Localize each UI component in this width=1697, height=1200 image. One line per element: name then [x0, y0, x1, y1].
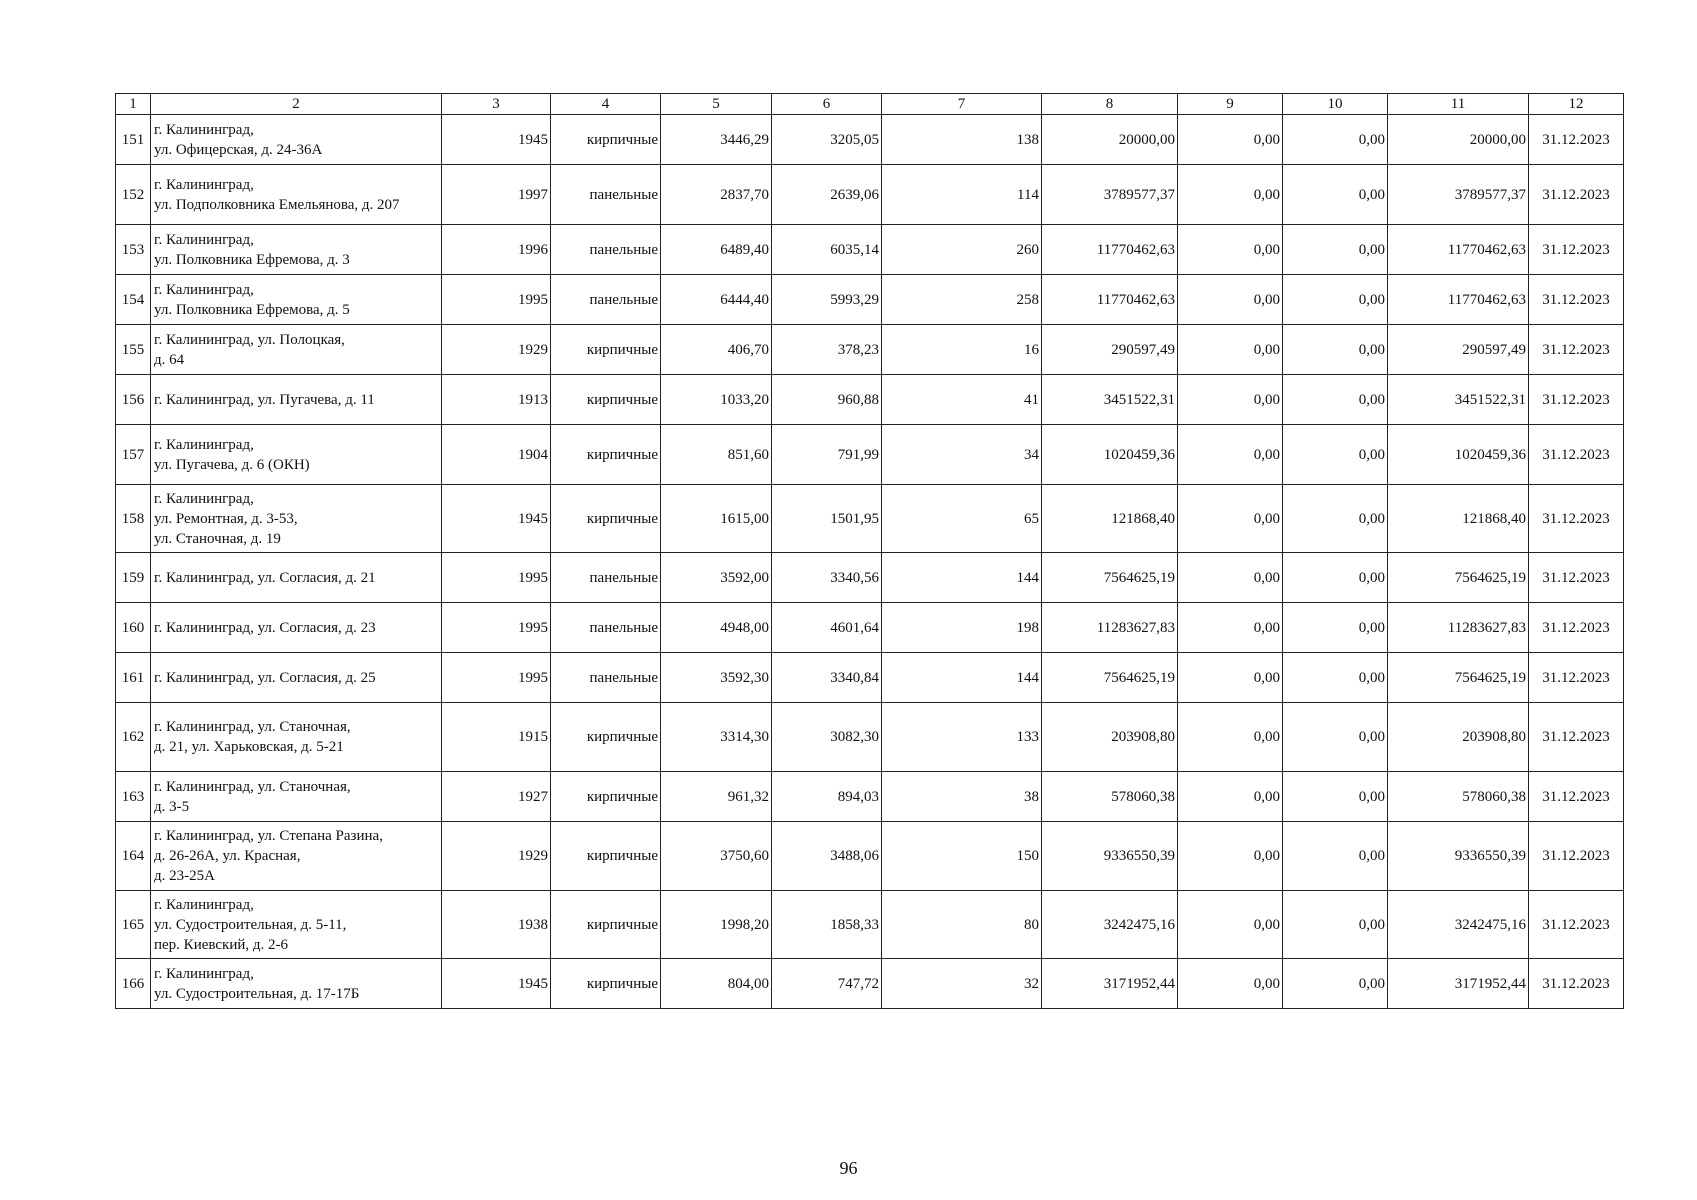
header-cell: 6	[772, 94, 882, 115]
cost-cell: 0,00	[1283, 822, 1388, 891]
living-area-cell: 2639,06	[772, 165, 882, 225]
cost-total-cell: 11283627,83	[1042, 603, 1178, 653]
residents-cell: 32	[882, 959, 1042, 1009]
cost-cell: 0,00	[1178, 485, 1283, 553]
cost-total-cell: 11770462,63	[1042, 225, 1178, 275]
living-area-cell: 960,88	[772, 375, 882, 425]
table-row	[116, 485, 1624, 553]
header-cell: 3	[442, 94, 551, 115]
living-area-cell: 3488,06	[772, 822, 882, 891]
cost-cell: 0,00	[1178, 603, 1283, 653]
living-area-cell: 378,23	[772, 325, 882, 375]
material-cell: кирпичные	[551, 485, 661, 553]
housing-table	[115, 93, 1624, 1009]
row-number-cell: 159	[116, 553, 151, 603]
cost-cell: 3789577,37	[1388, 165, 1529, 225]
cost-cell: 0,00	[1283, 553, 1388, 603]
residents-cell: 41	[882, 375, 1042, 425]
material-cell: панельные	[551, 553, 661, 603]
year-cell: 1996	[442, 225, 551, 275]
residents-cell: 133	[882, 703, 1042, 772]
row-number-cell: 166	[116, 959, 151, 1009]
address-line: г. Калининград, ул. Согласия, д. 23	[154, 619, 376, 636]
address-line: д. 64	[154, 351, 185, 368]
material-cell: кирпичные	[551, 325, 661, 375]
living-area-cell: 4601,64	[772, 603, 882, 653]
table-row	[116, 959, 1624, 1009]
cost-cell: 0,00	[1283, 225, 1388, 275]
deadline-cell: 31.12.2023	[1529, 703, 1624, 772]
row-number-cell: 152	[116, 165, 151, 225]
material-cell: панельные	[551, 225, 661, 275]
year-cell: 1929	[442, 325, 551, 375]
cost-cell: 0,00	[1283, 425, 1388, 485]
header-cell: 7	[882, 94, 1042, 115]
living-area-cell: 1858,33	[772, 891, 882, 959]
address-line: г. Калининград,	[154, 231, 254, 248]
year-cell: 1995	[442, 275, 551, 325]
table-row	[116, 891, 1624, 959]
header-cell: 8	[1042, 94, 1178, 115]
residents-cell: 138	[882, 115, 1042, 165]
deadline-cell: 31.12.2023	[1529, 115, 1624, 165]
deadline-cell: 31.12.2023	[1529, 325, 1624, 375]
row-number-cell: 164	[116, 822, 151, 891]
cost-total-cell: 3451522,31	[1042, 375, 1178, 425]
material-cell: кирпичные	[551, 772, 661, 822]
row-number-cell: 153	[116, 225, 151, 275]
header-cell: 11	[1388, 94, 1529, 115]
cost-cell: 0,00	[1283, 275, 1388, 325]
total-area-cell: 1998,20	[661, 891, 772, 959]
deadline-cell: 31.12.2023	[1529, 425, 1624, 485]
address-line: д. 3-5	[154, 798, 190, 815]
address-line: г. Калининград, ул. Станочная,	[154, 778, 351, 795]
table-row	[116, 703, 1624, 772]
deadline-cell: 31.12.2023	[1529, 653, 1624, 703]
table-row	[116, 225, 1624, 275]
address-cell	[151, 275, 442, 325]
address-line: д. 26-26А, ул. Красная,	[154, 848, 301, 864]
address-line: ул. Судостроительная, д. 5-11,	[154, 916, 347, 933]
address-line: г. Калининград,	[154, 965, 254, 982]
cost-cell: 0,00	[1178, 325, 1283, 375]
table-row	[116, 603, 1624, 653]
address-line: г. Калининград,	[154, 896, 254, 913]
deadline-cell: 31.12.2023	[1529, 822, 1624, 891]
address-line: г. Калининград,	[154, 436, 254, 453]
deadline-cell: 31.12.2023	[1529, 959, 1624, 1009]
cost-cell: 0,00	[1178, 553, 1283, 603]
cost-cell: 0,00	[1283, 485, 1388, 553]
material-cell: кирпичные	[551, 115, 661, 165]
living-area-cell: 3340,56	[772, 553, 882, 603]
cost-cell: 11283627,83	[1388, 603, 1529, 653]
address-line: ул. Подполковника Емельянова, д. 207	[154, 196, 400, 213]
cost-cell: 0,00	[1283, 772, 1388, 822]
address-line: г. Калининград, ул. Полоцкая,	[154, 331, 345, 348]
cost-cell: 0,00	[1283, 603, 1388, 653]
cost-cell: 3451522,31	[1388, 375, 1529, 425]
total-area-cell: 2837,70	[661, 165, 772, 225]
year-cell: 1997	[442, 165, 551, 225]
cost-cell: 0,00	[1178, 653, 1283, 703]
header-cell: 4	[551, 94, 661, 115]
cost-cell: 0,00	[1178, 703, 1283, 772]
cost-cell: 290597,49	[1388, 325, 1529, 375]
address-cell	[151, 425, 442, 485]
total-area-cell: 3314,30	[661, 703, 772, 772]
deadline-cell: 31.12.2023	[1529, 603, 1624, 653]
material-cell: кирпичные	[551, 375, 661, 425]
living-area-cell: 6035,14	[772, 225, 882, 275]
header-cell: 12	[1529, 94, 1624, 115]
year-cell: 1929	[442, 822, 551, 891]
row-number-cell: 151	[116, 115, 151, 165]
cost-total-cell: 7564625,19	[1042, 553, 1178, 603]
deadline-cell: 31.12.2023	[1529, 891, 1624, 959]
total-area-cell: 3592,30	[661, 653, 772, 703]
year-cell: 1945	[442, 115, 551, 165]
living-area-cell: 791,99	[772, 425, 882, 485]
deadline-cell: 31.12.2023	[1529, 375, 1624, 425]
address-line: ул. Судостроительная, д. 17-17Б	[154, 985, 360, 1002]
cost-cell: 0,00	[1178, 822, 1283, 891]
cost-cell: 11770462,63	[1388, 275, 1529, 325]
residents-cell: 114	[882, 165, 1042, 225]
address-line: ул. Полковника Ефремова, д. 5	[154, 301, 350, 318]
cost-total-cell: 1020459,36	[1042, 425, 1178, 485]
cost-total-cell: 3171952,44	[1042, 959, 1178, 1009]
row-number-cell: 157	[116, 425, 151, 485]
living-area-cell: 1501,95	[772, 485, 882, 553]
cost-cell: 3171952,44	[1388, 959, 1529, 1009]
living-area-cell: 747,72	[772, 959, 882, 1009]
cost-cell: 0,00	[1178, 275, 1283, 325]
living-area-cell: 894,03	[772, 772, 882, 822]
deadline-cell: 31.12.2023	[1529, 553, 1624, 603]
address-cell	[151, 375, 442, 425]
address-cell	[151, 325, 442, 375]
cost-cell: 9336550,39	[1388, 822, 1529, 891]
address-cell	[151, 822, 442, 891]
column-number-header	[116, 94, 1624, 115]
residents-cell: 150	[882, 822, 1042, 891]
address-cell	[151, 225, 442, 275]
cost-cell: 0,00	[1283, 653, 1388, 703]
row-number-cell: 160	[116, 603, 151, 653]
cost-cell: 0,00	[1283, 115, 1388, 165]
header-cell: 1	[116, 94, 151, 115]
address-line: ул. Станочная, д. 19	[154, 530, 281, 547]
address-cell	[151, 772, 442, 822]
cost-cell: 0,00	[1283, 165, 1388, 225]
year-cell: 1938	[442, 891, 551, 959]
residents-cell: 144	[882, 553, 1042, 603]
row-number-cell: 163	[116, 772, 151, 822]
header-cell: 2	[151, 94, 442, 115]
row-number-cell: 155	[116, 325, 151, 375]
year-cell: 1995	[442, 653, 551, 703]
total-area-cell: 961,32	[661, 772, 772, 822]
deadline-cell: 31.12.2023	[1529, 275, 1624, 325]
cost-cell: 203908,80	[1388, 703, 1529, 772]
cost-cell: 0,00	[1283, 703, 1388, 772]
residents-cell: 198	[882, 603, 1042, 653]
address-cell	[151, 703, 442, 772]
cost-cell: 0,00	[1283, 959, 1388, 1009]
living-area-cell: 5993,29	[772, 275, 882, 325]
cost-cell: 20000,00	[1388, 115, 1529, 165]
material-cell: панельные	[551, 275, 661, 325]
cost-cell: 0,00	[1178, 772, 1283, 822]
address-line: пер. Киевский, д. 2-6	[154, 936, 288, 953]
address-line: ул. Офицерская, д. 24-36А	[154, 141, 323, 158]
address-cell	[151, 603, 442, 653]
material-cell: кирпичные	[551, 959, 661, 1009]
address-line: г. Калининград, ул. Станочная,	[154, 719, 351, 735]
table-row	[116, 822, 1624, 891]
cost-cell: 0,00	[1178, 225, 1283, 275]
residents-cell: 16	[882, 325, 1042, 375]
residents-cell: 65	[882, 485, 1042, 553]
address-cell	[151, 165, 442, 225]
total-area-cell: 1615,00	[661, 485, 772, 553]
cost-cell: 0,00	[1283, 325, 1388, 375]
material-cell: кирпичные	[551, 703, 661, 772]
address-cell	[151, 891, 442, 959]
total-area-cell: 3750,60	[661, 822, 772, 891]
residents-cell: 34	[882, 425, 1042, 485]
total-area-cell: 6489,40	[661, 225, 772, 275]
address-line: г. Калининград,	[154, 281, 254, 298]
residents-cell: 80	[882, 891, 1042, 959]
cost-cell: 3242475,16	[1388, 891, 1529, 959]
total-area-cell: 4948,00	[661, 603, 772, 653]
cost-total-cell: 121868,40	[1042, 485, 1178, 553]
address-line: д. 23-25А	[154, 868, 215, 884]
address-cell	[151, 959, 442, 1009]
cost-cell: 0,00	[1178, 959, 1283, 1009]
year-cell: 1945	[442, 485, 551, 553]
residents-cell: 38	[882, 772, 1042, 822]
cost-total-cell: 7564625,19	[1042, 653, 1178, 703]
cost-cell: 0,00	[1178, 891, 1283, 959]
total-area-cell: 3592,00	[661, 553, 772, 603]
row-number-cell: 162	[116, 703, 151, 772]
page-number: 96	[839, 1158, 858, 1178]
address-line: д. 21, ул. Харьковская, д. 5-21	[154, 739, 344, 755]
cost-cell: 7564625,19	[1388, 553, 1529, 603]
address-line: г. Калининград, ул. Пугачева, д. 11	[154, 391, 375, 408]
deadline-cell: 31.12.2023	[1529, 485, 1624, 553]
address-line: ул. Ремонтная, д. 3-53,	[154, 510, 298, 527]
address-cell	[151, 115, 442, 165]
row-number-cell: 154	[116, 275, 151, 325]
cost-cell: 0,00	[1178, 425, 1283, 485]
total-area-cell: 6444,40	[661, 275, 772, 325]
residents-cell: 258	[882, 275, 1042, 325]
table-row	[116, 772, 1624, 822]
year-cell: 1945	[442, 959, 551, 1009]
address-line: г. Калининград, ул. Согласия, д. 25	[154, 669, 376, 686]
address-line: г. Калининград, ул. Согласия, д. 21	[154, 569, 376, 586]
cost-cell: 0,00	[1283, 375, 1388, 425]
address-cell	[151, 485, 442, 553]
residents-cell: 260	[882, 225, 1042, 275]
living-area-cell: 3082,30	[772, 703, 882, 772]
table-row	[116, 325, 1624, 375]
row-number-cell: 158	[116, 485, 151, 553]
address-line: ул. Полковника Ефремова, д. 3	[154, 251, 350, 268]
material-cell: кирпичные	[551, 822, 661, 891]
year-cell: 1915	[442, 703, 551, 772]
material-cell: кирпичные	[551, 891, 661, 959]
cost-cell: 0,00	[1178, 115, 1283, 165]
year-cell: 1995	[442, 553, 551, 603]
total-area-cell: 3446,29	[661, 115, 772, 165]
table-row	[116, 115, 1624, 165]
cost-total-cell: 3242475,16	[1042, 891, 1178, 959]
address-line: ул. Пугачева, д. 6 (ОКН)	[154, 456, 310, 473]
material-cell: панельные	[551, 653, 661, 703]
year-cell: 1927	[442, 772, 551, 822]
cost-cell: 0,00	[1178, 375, 1283, 425]
address-line: г. Калининград,	[154, 176, 254, 193]
material-cell: панельные	[551, 165, 661, 225]
header-cell: 9	[1178, 94, 1283, 115]
row-number-cell: 165	[116, 891, 151, 959]
total-area-cell: 406,70	[661, 325, 772, 375]
year-cell: 1904	[442, 425, 551, 485]
cost-total-cell: 203908,80	[1042, 703, 1178, 772]
total-area-cell: 1033,20	[661, 375, 772, 425]
deadline-cell: 31.12.2023	[1529, 225, 1624, 275]
cost-total-cell: 290597,49	[1042, 325, 1178, 375]
total-area-cell: 804,00	[661, 959, 772, 1009]
address-cell	[151, 653, 442, 703]
row-number-cell: 161	[116, 653, 151, 703]
cost-total-cell: 20000,00	[1042, 115, 1178, 165]
header-cell: 5	[661, 94, 772, 115]
address-cell	[151, 553, 442, 603]
cost-total-cell: 578060,38	[1042, 772, 1178, 822]
cost-cell: 7564625,19	[1388, 653, 1529, 703]
cost-cell: 0,00	[1178, 165, 1283, 225]
header-cell: 10	[1283, 94, 1388, 115]
address-line: г. Калининград,	[154, 490, 254, 507]
cost-cell: 0,00	[1283, 891, 1388, 959]
deadline-cell: 31.12.2023	[1529, 165, 1624, 225]
cost-cell: 1020459,36	[1388, 425, 1529, 485]
table-row	[116, 375, 1624, 425]
deadline-cell: 31.12.2023	[1529, 772, 1624, 822]
living-area-cell: 3205,05	[772, 115, 882, 165]
total-area-cell: 851,60	[661, 425, 772, 485]
table-row	[116, 653, 1624, 703]
table-row	[116, 553, 1624, 603]
residents-cell: 144	[882, 653, 1042, 703]
row-number-cell: 156	[116, 375, 151, 425]
living-area-cell: 3340,84	[772, 653, 882, 703]
year-cell: 1913	[442, 375, 551, 425]
address-line: г. Калининград,	[154, 121, 254, 138]
cost-cell: 121868,40	[1388, 485, 1529, 553]
cost-total-cell: 3789577,37	[1042, 165, 1178, 225]
cost-total-cell: 9336550,39	[1042, 822, 1178, 891]
table-row	[116, 275, 1624, 325]
year-cell: 1995	[442, 603, 551, 653]
cost-total-cell: 11770462,63	[1042, 275, 1178, 325]
table-row	[116, 165, 1624, 225]
address-line: г. Калининград, ул. Степана Разина,	[154, 828, 383, 844]
material-cell: кирпичные	[551, 425, 661, 485]
material-cell: панельные	[551, 603, 661, 653]
cost-cell: 11770462,63	[1388, 225, 1529, 275]
cost-cell: 578060,38	[1388, 772, 1529, 822]
table-row	[116, 425, 1624, 485]
